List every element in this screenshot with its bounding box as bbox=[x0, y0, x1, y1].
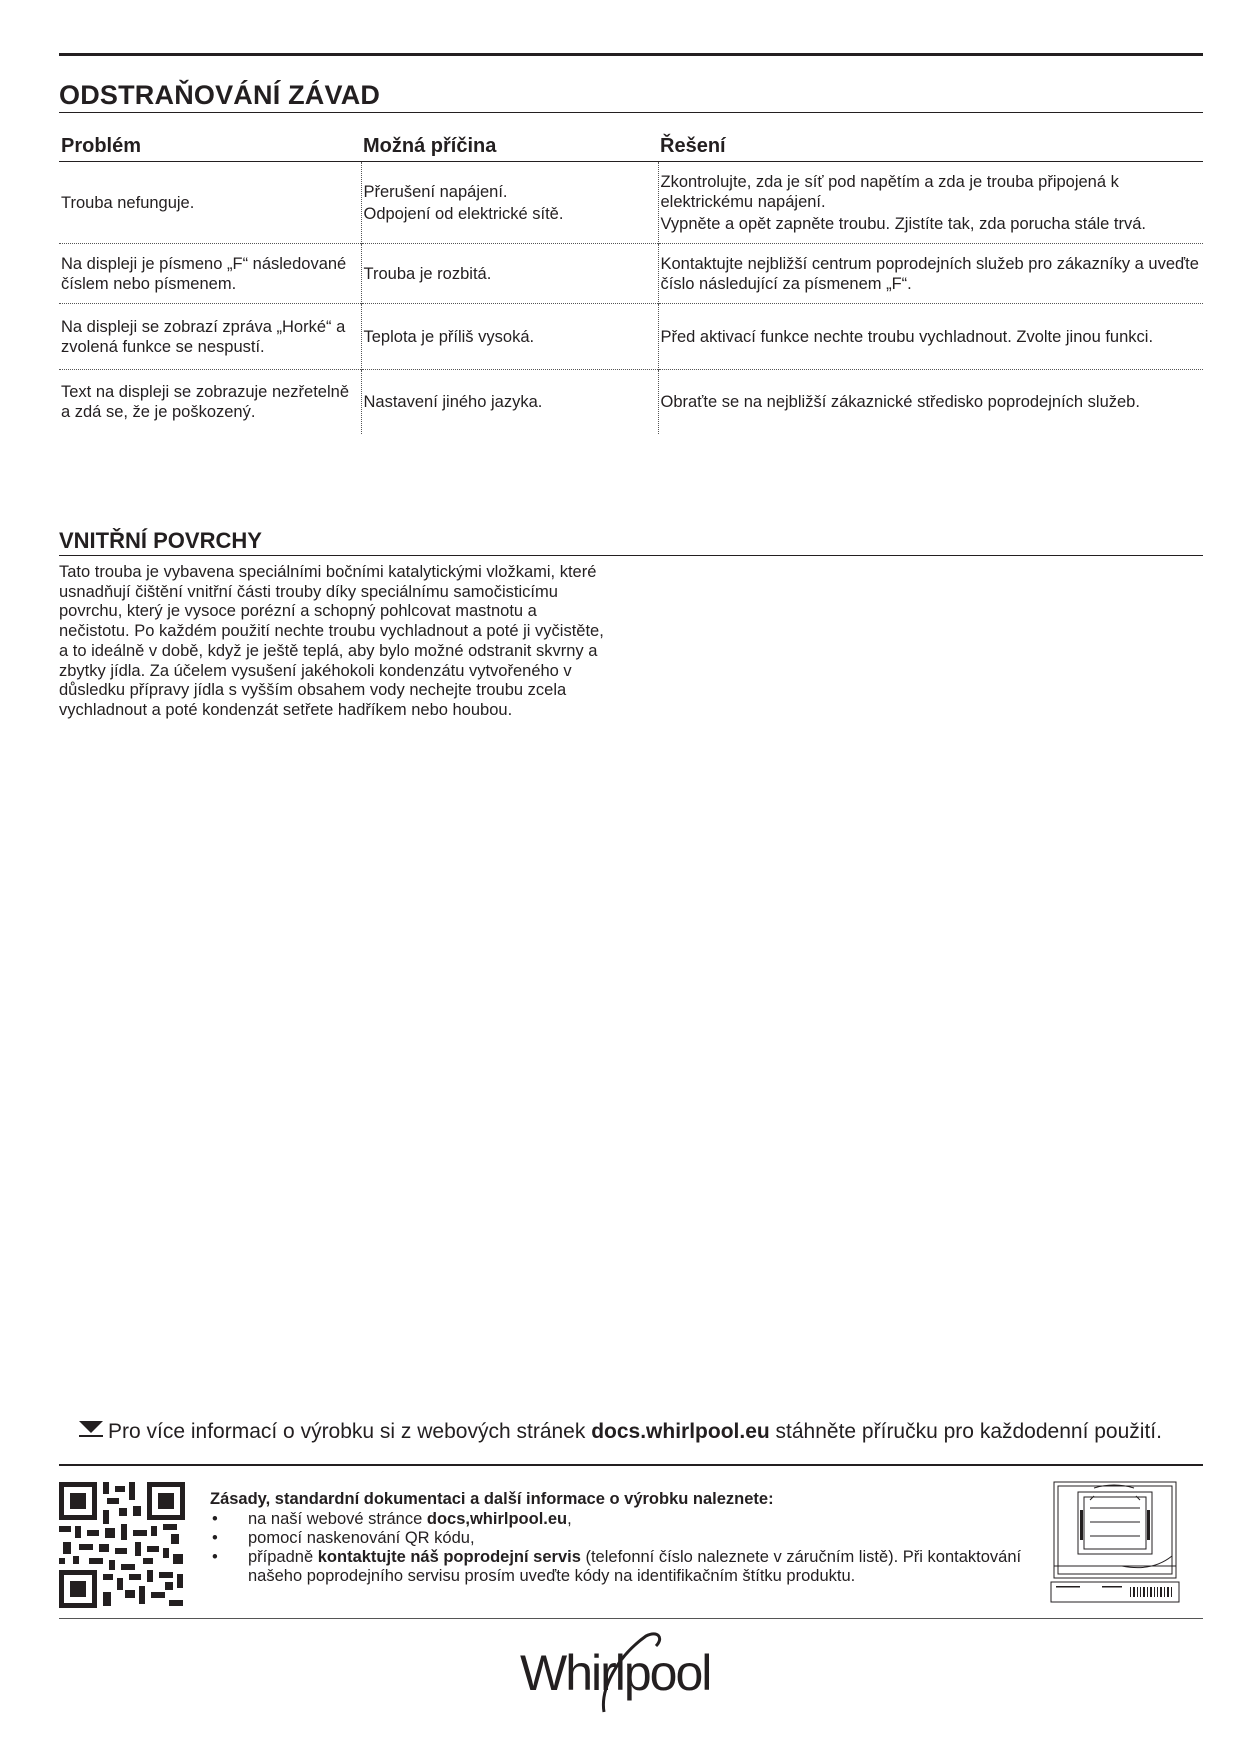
troubleshooting-title: ODSTRAŇOVÁNÍ ZÁVAD bbox=[59, 80, 381, 110]
table-header-row bbox=[59, 133, 1203, 162]
header-cause: Možná příčina bbox=[361, 133, 658, 162]
cause-text: Přerušení napájení. bbox=[363, 182, 508, 201]
problem-cell: Na displeji je písmeno „F“ následované číslem nebo písmenem. bbox=[59, 244, 361, 304]
policy-link[interactable]: docs,whirlpool.eu bbox=[426, 1510, 568, 1528]
solution-cell bbox=[658, 244, 1203, 304]
solution-text: Obraťte se na nejbližší zákaznické středisko poprodejních služeb. bbox=[660, 392, 1140, 411]
policy-text: případně bbox=[248, 1548, 318, 1566]
info-link[interactable]: docs.whirlpool.eu bbox=[591, 1420, 770, 1443]
download-icon bbox=[78, 1420, 104, 1444]
policy-title: Zásady, standardní dokumentaci a další informace o výrobku naleznete: bbox=[210, 1490, 774, 1508]
solution-text: Před aktivací funkce nechte troubu vychladnout. Zvolte jinou funkci. bbox=[660, 327, 1154, 346]
brand-wordmark: Whirlpool bbox=[520, 1645, 711, 1701]
top-rule bbox=[59, 53, 1203, 56]
table-row bbox=[59, 244, 1203, 304]
cause-cell bbox=[361, 162, 658, 244]
header-problem: Problém bbox=[59, 133, 361, 162]
footer-rule bbox=[59, 1464, 1203, 1466]
problem-cell: Na displeji se zobrazí zpráva „Horké“ a zvolená funkce se nespustí. bbox=[59, 304, 361, 370]
whirlpool-logo bbox=[518, 1628, 744, 1718]
problem-cell: Text na displeji se zobrazuje nezřetelně a zdá se, že je poškozený. bbox=[59, 370, 361, 434]
cause-cell bbox=[361, 370, 658, 434]
table-row bbox=[59, 162, 1203, 244]
cause-text: Odpojení od elektrické sítě. bbox=[363, 204, 564, 223]
bottom-rule bbox=[59, 1618, 1203, 1619]
policy-text: , bbox=[567, 1510, 572, 1528]
cause-cell bbox=[361, 244, 658, 304]
solution-text: Kontaktujte nejbližší centrum poprodejních služeb pro zákazníky a uveďte číslo následující za písmenem „F“. bbox=[660, 254, 1199, 293]
policy-contact: kontaktujte náš poprodejní servis bbox=[317, 1548, 581, 1566]
solution-cell bbox=[658, 304, 1203, 370]
more-info-line bbox=[78, 1420, 1203, 1444]
solution-text: Zkontrolujte, zda je síť pod napětím a zda je trouba připojená k elektrickému napájení. bbox=[660, 172, 1119, 211]
policy-text: (telefonní číslo naleznete v záručním listě). Při kontaktování našeho poprodejního servisu prosím uveďte kódy na identifikačním štítku produktu. bbox=[248, 1548, 1022, 1585]
oven-rating-label-illustration bbox=[1050, 1470, 1180, 1608]
cause-text: Teplota je příliš vysoká. bbox=[363, 327, 535, 346]
policy-text: na naší webové stránce bbox=[248, 1510, 427, 1528]
policy-list bbox=[210, 1510, 1030, 1586]
title-rule bbox=[59, 112, 1203, 113]
header-solution: Řešení bbox=[658, 133, 1203, 162]
solution-cell bbox=[658, 370, 1203, 434]
troubleshooting-table bbox=[59, 133, 1203, 434]
policy-info bbox=[210, 1490, 1030, 1586]
cause-text: Nastavení jiného jazyka. bbox=[363, 392, 543, 411]
solution-cell bbox=[658, 162, 1203, 244]
list-item bbox=[210, 1510, 1030, 1529]
info-text-pre: Pro více informací o výrobku si z webových stránek bbox=[108, 1420, 592, 1443]
qr-code[interactable] bbox=[59, 1482, 185, 1608]
problem-cell: Trouba nefunguje. bbox=[61, 193, 195, 212]
inner-surfaces-text: Tato trouba je vybavena speciálními bočními katalytickými vložkami, které usnadňují čištění vnitřní části trouby díky speciálnímu samočisticímu povrchu, který je vysoce porézní a schopný pohlcovat mastnotu a nečistotu. Po každém použití nechte troubu vychladnout a poté ji vyčistěte, a to ideálně v době, když je ještě teplá, aby bylo možné odstranit skvrny a zbytky jídla. Za účelem vysušení jakéhokoli kondenzátu vytvořeného v důsledku přípravy jídla s vyšším obsahem vody nechejte troubu zcela vychladnout a poté kondenzát setřete hadříkem nebo houbou. bbox=[59, 563, 604, 719]
cause-cell bbox=[361, 304, 658, 370]
section-rule bbox=[59, 555, 1203, 556]
table-row bbox=[59, 370, 1203, 434]
info-text-post: stáhněte příručku pro každodenní použití. bbox=[769, 1420, 1162, 1443]
list-item bbox=[210, 1548, 1030, 1586]
table-row bbox=[59, 304, 1203, 370]
inner-surfaces-title: VNITŘNÍ POVRCHY bbox=[59, 528, 262, 553]
solution-text: Vypněte a opět zapněte troubu. Zjistíte tak, zda porucha stále trvá. bbox=[660, 214, 1147, 233]
cause-text: Trouba je rozbitá. bbox=[363, 264, 492, 283]
list-item: • pomocí naskenování QR kódu, bbox=[210, 1529, 1030, 1548]
